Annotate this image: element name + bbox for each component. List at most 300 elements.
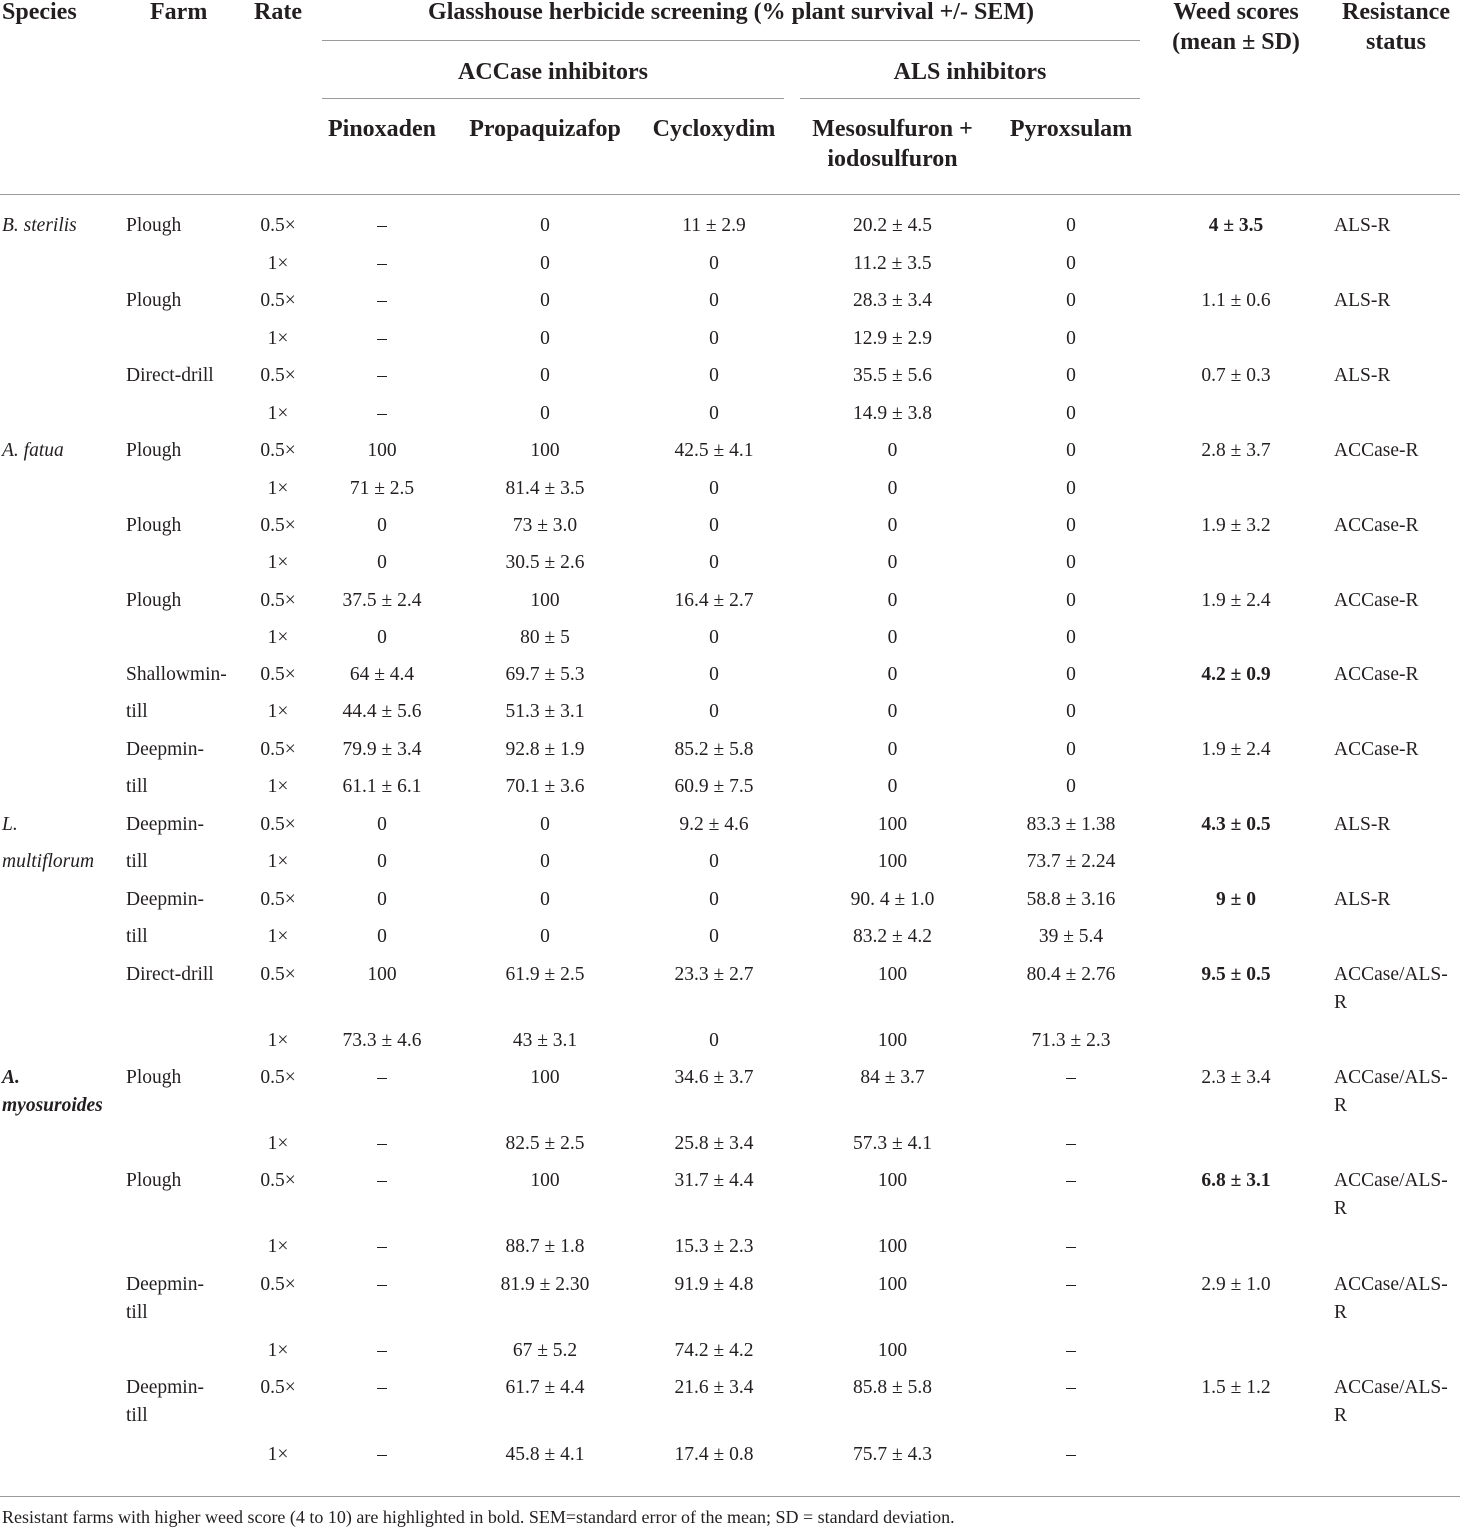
- cell-rate: [238, 961, 318, 989]
- cell-species-text: multiflorum: [2, 851, 95, 872]
- cell-rate: [238, 736, 318, 764]
- cell-status-text: ALS-R: [1334, 814, 1391, 835]
- cell-status: [1334, 736, 1460, 764]
- cell-meso-text: 0: [887, 701, 898, 722]
- cell-pin: [312, 325, 452, 353]
- cell-pro: [455, 1233, 635, 1261]
- cell-pyr: [996, 1027, 1146, 1055]
- cell-cyc-text: 0: [709, 403, 719, 424]
- cell-rate: [238, 661, 318, 689]
- cell-pyr-text: 0: [1066, 627, 1076, 648]
- cell-farm: [126, 1064, 246, 1092]
- cell-pro: [455, 475, 635, 503]
- cell-farm: [126, 961, 246, 989]
- cell-pyr: [996, 1337, 1146, 1365]
- cell-farm-text: Deepmin-: [126, 814, 204, 835]
- cell-meso: [795, 661, 990, 689]
- cell-species-text: B. sterilis: [2, 215, 77, 236]
- cell-pin: [312, 1167, 452, 1195]
- cell-weed: [1148, 212, 1324, 240]
- cell-rate-text: 0.5×: [260, 515, 296, 536]
- cell-meso: [795, 736, 990, 764]
- cell-pin-text: 64 ± 4.4: [349, 664, 415, 685]
- cell-rate: [238, 587, 318, 615]
- cell-pro: [455, 698, 635, 726]
- cell-pin: [312, 1271, 452, 1299]
- cell-meso-text: 100: [877, 814, 908, 835]
- cell-cyc-text: 0: [709, 253, 719, 274]
- cell-species: [2, 1064, 122, 1120]
- cell-farm: [126, 811, 246, 839]
- cell-cyc-text: 85.2 ± 5.8: [674, 739, 754, 760]
- cell-cyc-text: 25.8 ± 3.4: [674, 1133, 754, 1154]
- cell-cyc: [640, 698, 788, 726]
- cell-pro-text: 81.9 ± 2.30: [500, 1274, 590, 1295]
- cell-status: [1334, 1374, 1460, 1430]
- cell-farm-text: Plough: [126, 515, 182, 536]
- cell-rate-text: 0.5×: [260, 814, 296, 835]
- cell-cyc: [640, 1064, 788, 1092]
- header-cycloxydim: Cycloxydim: [652, 116, 776, 142]
- cell-cyc: [640, 661, 788, 689]
- cell-rate-text: 0.5×: [260, 440, 296, 461]
- cell-status: [1334, 437, 1460, 465]
- cell-pyr: [996, 549, 1146, 577]
- cell-meso-text: 0: [887, 664, 898, 685]
- cell-pyr: [996, 325, 1146, 353]
- cell-pin-text: –: [377, 1170, 387, 1191]
- cell-pin: [312, 1233, 452, 1261]
- cell-farm: [126, 773, 246, 801]
- cell-cyc: [640, 400, 788, 428]
- cell-pyr: [996, 1374, 1146, 1402]
- cell-pin: [312, 549, 452, 577]
- cell-pro: [455, 1441, 635, 1469]
- cell-pyr-text: 0: [1066, 365, 1076, 386]
- header-weed-line2: (mean ± SD): [1172, 29, 1300, 55]
- cell-pro: [455, 512, 635, 540]
- cell-cyc-text: 0: [709, 328, 719, 349]
- cell-pyr: [996, 698, 1146, 726]
- cell-pin: [312, 287, 452, 315]
- cell-pyr: [996, 1064, 1146, 1092]
- cell-farm: [126, 287, 246, 315]
- cell-pyr-text: 0: [1066, 739, 1076, 760]
- cell-cyc-text: 91.9 ± 4.8: [674, 1274, 754, 1295]
- cell-status-text: ACCase-R: [1334, 440, 1419, 461]
- cell-weed: [1148, 661, 1324, 689]
- cell-pin: [312, 437, 452, 465]
- cell-status-text: ACCase-R: [1334, 590, 1419, 611]
- cell-pro-text: 88.7 ± 1.8: [505, 1236, 585, 1257]
- cell-rate: [238, 1441, 318, 1469]
- cell-cyc-text: 0: [709, 701, 719, 722]
- cell-pin: [312, 512, 452, 540]
- cell-status: [1334, 886, 1460, 914]
- cell-status-text-line2: R: [1334, 1405, 1348, 1426]
- cell-cyc-text: 0: [709, 365, 719, 386]
- cell-cyc-text: 34.6 ± 3.7: [674, 1067, 754, 1088]
- cell-cyc: [640, 1027, 788, 1055]
- cell-weed-text: 9.5 ± 0.5: [1201, 964, 1271, 985]
- cell-rate: [238, 886, 318, 914]
- cell-rate: [238, 773, 318, 801]
- cell-pro-text: 100: [530, 1067, 560, 1088]
- cell-pin: [312, 1064, 452, 1092]
- cell-pro: [455, 1167, 635, 1195]
- cell-meso: [795, 1337, 990, 1365]
- cell-pro: [455, 811, 635, 839]
- cell-pro: [455, 212, 635, 240]
- cell-cyc-text: 9.2 ± 4.6: [679, 814, 749, 835]
- cell-meso-text: 12.9 ± 2.9: [853, 328, 932, 349]
- cell-farm-text: Deepmin-: [126, 889, 204, 910]
- cell-pin-text: –: [377, 365, 387, 386]
- cell-pro-text: 0: [540, 851, 550, 872]
- cell-meso-text: 0: [887, 627, 898, 648]
- cell-status-text: ALS-R: [1334, 365, 1391, 386]
- cell-pyr-text: –: [1066, 1170, 1076, 1191]
- cell-farm-text: till: [126, 776, 148, 797]
- cell-pyr-text: 73.7 ± 2.24: [1026, 851, 1116, 872]
- header-pinoxaden: Pinoxaden: [327, 116, 437, 142]
- cell-meso: [795, 437, 990, 465]
- cell-pyr-text: 71.3 ± 2.3: [1031, 1030, 1111, 1051]
- cell-farm: [126, 736, 246, 764]
- cell-pro-text: 0: [540, 814, 550, 835]
- cell-farm-text: Plough: [126, 290, 182, 311]
- cell-farm-text: Plough: [126, 1170, 182, 1191]
- cell-pin-text: 0: [377, 926, 387, 947]
- cell-pro: [455, 287, 635, 315]
- cell-pin-text: 73.3 ± 4.6: [342, 1030, 422, 1051]
- cell-pro-text: 0: [540, 926, 550, 947]
- cell-status-text: ACCase-R: [1334, 739, 1419, 760]
- cell-pin: [312, 212, 452, 240]
- cell-farm: [126, 1271, 246, 1327]
- cell-meso: [795, 811, 990, 839]
- cell-rate: [238, 287, 318, 315]
- cell-pyr: [996, 661, 1146, 689]
- cell-farm-text: Direct-drill: [126, 964, 214, 985]
- cell-rate: [238, 549, 318, 577]
- cell-pyr-text: –: [1066, 1067, 1076, 1088]
- cell-pro-text: 100: [530, 1170, 560, 1191]
- cell-rate: [238, 1167, 318, 1195]
- cell-pin: [312, 811, 452, 839]
- cell-farm: [126, 661, 246, 689]
- cell-pro-text: 73 ± 3.0: [512, 515, 578, 536]
- header-weed-line1: Weed scores: [1173, 0, 1299, 25]
- cell-pin: [312, 886, 452, 914]
- cell-farm-text: till: [126, 701, 148, 722]
- cell-pin: [312, 736, 452, 764]
- cell-pro-text: 92.8 ± 1.9: [505, 739, 585, 760]
- cell-pin: [312, 1374, 452, 1402]
- cell-meso-text: 14.9 ± 3.8: [853, 403, 932, 424]
- cell-pro: [455, 325, 635, 353]
- cell-pro-text: 69.7 ± 5.3: [505, 664, 585, 685]
- cell-pyr-text: –: [1066, 1377, 1076, 1398]
- cell-weed-text: 1.9 ± 3.2: [1201, 515, 1271, 536]
- cell-pin: [312, 961, 452, 989]
- cell-pyr: [996, 212, 1146, 240]
- cell-pyr-text: 0: [1066, 328, 1076, 349]
- cell-status-text-line2: R: [1334, 1302, 1348, 1323]
- cell-status-text-line2: R: [1334, 992, 1348, 1013]
- cell-pin: [312, 475, 452, 503]
- cell-cyc-text: 16.4 ± 2.7: [674, 590, 754, 611]
- cell-weed: [1148, 1374, 1324, 1402]
- cell-status-text: ACCase/ALS-: [1334, 1067, 1448, 1088]
- cell-status-text: ACCase/ALS-: [1334, 964, 1448, 985]
- cell-meso-text: 57.3 ± 4.1: [853, 1133, 932, 1154]
- cell-pin-text: 100: [367, 440, 397, 461]
- cell-meso: [795, 1027, 990, 1055]
- cell-rate: [238, 1130, 318, 1158]
- cell-status-text: ACCase-R: [1334, 664, 1419, 685]
- cell-weed: [1148, 437, 1324, 465]
- cell-pro: [455, 587, 635, 615]
- cell-pro-text: 0: [540, 403, 550, 424]
- cell-pyr: [996, 437, 1146, 465]
- cell-cyc-text: 23.3 ± 2.7: [674, 964, 754, 985]
- cell-rate: [238, 923, 318, 951]
- cell-pyr: [996, 1441, 1146, 1469]
- cell-status-text-line2: R: [1334, 1095, 1348, 1116]
- cell-pyr: [996, 362, 1146, 390]
- cell-pro-text: 82.5 ± 2.5: [505, 1133, 585, 1154]
- cell-pro: [455, 1027, 635, 1055]
- cell-rate: [238, 1337, 318, 1365]
- cell-cyc: [640, 1441, 788, 1469]
- cell-pyr: [996, 587, 1146, 615]
- header-accase: ACCase inhibitors: [457, 59, 649, 85]
- cell-cyc-text: 0: [709, 664, 719, 685]
- header-meso-line1: Mesosulfuron +: [812, 116, 973, 142]
- cell-meso-text: 20.2 ± 4.5: [853, 215, 932, 236]
- cell-status-text-line2: R: [1334, 1198, 1348, 1219]
- cell-pro-text: 0: [540, 253, 550, 274]
- cell-pin-text: 37.5 ± 2.4: [342, 590, 422, 611]
- cell-pro: [455, 661, 635, 689]
- cell-pyr-text: 0: [1066, 478, 1076, 499]
- cell-meso: [795, 923, 990, 951]
- cell-rate-text: 1×: [267, 627, 289, 648]
- cell-farm: [126, 1167, 246, 1195]
- cell-farm-text: Direct-drill: [126, 365, 214, 386]
- cell-pyr: [996, 475, 1146, 503]
- cell-meso-text: 28.3 ± 3.4: [853, 290, 932, 311]
- cell-weed: [1148, 961, 1324, 989]
- cell-cyc: [640, 1374, 788, 1402]
- cell-meso-text: 100: [877, 964, 908, 985]
- cell-pin-text: –: [377, 215, 387, 236]
- cell-status: [1334, 362, 1460, 390]
- cell-pyr: [996, 250, 1146, 278]
- cell-rate: [238, 1271, 318, 1299]
- cell-cyc-text: 15.3 ± 2.3: [674, 1236, 754, 1257]
- cell-weed: [1148, 512, 1324, 540]
- cell-rate: [238, 1064, 318, 1092]
- cell-pro-text: 0: [540, 328, 550, 349]
- cell-pin: [312, 587, 452, 615]
- cell-rate: [238, 362, 318, 390]
- cell-meso: [795, 1064, 990, 1092]
- cell-farm: [126, 587, 246, 615]
- cell-pyr: [996, 848, 1146, 876]
- cell-pyr-text: 0: [1066, 253, 1076, 274]
- cell-rate-text: 0.5×: [260, 1067, 296, 1088]
- cell-pro: [455, 362, 635, 390]
- cell-status-text: ACCase/ALS-: [1334, 1377, 1448, 1398]
- cell-weed-text: 9 ± 0: [1216, 889, 1256, 910]
- cell-pro-text: 0: [540, 215, 550, 236]
- cell-farm: [126, 362, 246, 390]
- cell-status-text: ACCase-R: [1334, 515, 1419, 536]
- cell-pin-text: –: [377, 328, 387, 349]
- cell-meso: [795, 512, 990, 540]
- cell-pyr-text: 80.4 ± 2.76: [1026, 964, 1116, 985]
- cell-cyc: [640, 1130, 788, 1158]
- cell-cyc-text: 0: [709, 889, 719, 910]
- cell-cyc: [640, 325, 788, 353]
- cell-pyr: [996, 287, 1146, 315]
- cell-cyc-text: 0: [709, 478, 719, 499]
- cell-cyc-text: 0: [709, 926, 719, 947]
- cell-rate-text: 0.5×: [260, 365, 296, 386]
- cell-farm-text-line2: till: [126, 1302, 148, 1323]
- cell-pyr-text: 0: [1066, 776, 1076, 797]
- cell-meso: [795, 1233, 990, 1261]
- cell-rate: [238, 1233, 318, 1261]
- cell-pyr: [996, 811, 1146, 839]
- cell-weed-text: 2.3 ± 3.4: [1201, 1067, 1271, 1088]
- cell-cyc: [640, 587, 788, 615]
- cell-pro: [455, 1337, 635, 1365]
- cell-meso: [795, 400, 990, 428]
- cell-rate-text: 1×: [267, 328, 289, 349]
- cell-farm: [126, 923, 246, 951]
- cell-meso-text: 0: [887, 776, 898, 797]
- header-rate: Rate: [254, 0, 302, 25]
- cell-rate-text: 0.5×: [260, 964, 296, 985]
- cell-meso: [795, 287, 990, 315]
- cell-cyc-text: 17.4 ± 0.8: [674, 1444, 754, 1465]
- cell-rate: [238, 212, 318, 240]
- cell-weed: [1148, 811, 1324, 839]
- cell-pyr: [996, 886, 1146, 914]
- cell-pro-text: 100: [530, 590, 560, 611]
- cell-pyr-text: 0: [1066, 440, 1076, 461]
- cell-rate-text: 0.5×: [260, 215, 296, 236]
- cell-rate: [238, 698, 318, 726]
- cell-pro-text: 51.3 ± 3.1: [505, 701, 585, 722]
- cell-farm: [126, 848, 246, 876]
- cell-meso: [795, 773, 990, 801]
- cell-meso: [795, 325, 990, 353]
- cell-weed: [1148, 587, 1324, 615]
- cell-rate-text: 0.5×: [260, 1377, 296, 1398]
- cell-meso-text: 100: [877, 1170, 908, 1191]
- cell-pyr: [996, 736, 1146, 764]
- cell-farm-text: till: [126, 926, 148, 947]
- cell-pin-text: –: [377, 1236, 387, 1257]
- cell-farm-text-line2: till: [126, 1405, 148, 1426]
- cell-rate: [238, 624, 318, 652]
- cell-cyc-text: 0: [709, 627, 719, 648]
- cell-weed-text: 2.9 ± 1.0: [1201, 1274, 1271, 1295]
- cell-pro-text: 0: [540, 365, 550, 386]
- cell-pin-text: –: [377, 290, 387, 311]
- cell-farm-text: Plough: [126, 590, 182, 611]
- cell-meso-text: 100: [877, 1340, 908, 1361]
- cell-pyr-text: –: [1066, 1274, 1076, 1295]
- cell-pro-text: 67 ± 5.2: [512, 1340, 578, 1361]
- cell-species-text: L.: [2, 814, 18, 835]
- header-farm: Farm: [150, 0, 208, 25]
- cell-meso: [795, 1130, 990, 1158]
- cell-cyc: [640, 923, 788, 951]
- cell-pyr: [996, 1271, 1146, 1299]
- cell-meso: [795, 250, 990, 278]
- cell-rate: [238, 437, 318, 465]
- cell-rate-text: 1×: [267, 1340, 289, 1361]
- header-meso-line2: iodosulfuron: [827, 146, 958, 172]
- header-screening: Glasshouse herbicide screening (% plant survival +/- SEM): [428, 0, 1034, 25]
- cell-status: [1334, 212, 1460, 240]
- cell-rate-text: 0.5×: [260, 664, 296, 685]
- cell-pin-text: –: [377, 1067, 387, 1088]
- cell-pin-text: 100: [367, 964, 397, 985]
- cell-status: [1334, 1271, 1460, 1327]
- cell-farm: [126, 1374, 246, 1430]
- cell-meso-text: 100: [877, 851, 908, 872]
- cell-cyc: [640, 1233, 788, 1261]
- cell-pyr-text: 0: [1066, 403, 1076, 424]
- header-species: Species: [2, 0, 77, 25]
- cell-meso-text: 100: [877, 1274, 908, 1295]
- cell-pro-text: 0: [540, 290, 550, 311]
- cell-pro-text: 0: [540, 889, 550, 910]
- cell-pro: [455, 1374, 635, 1402]
- cell-species: [2, 811, 122, 839]
- cell-weed-text: 2.8 ± 3.7: [1201, 440, 1271, 461]
- cell-cyc-text: 0: [709, 515, 719, 536]
- cell-rate-text: 1×: [267, 851, 289, 872]
- cell-rate: [238, 1374, 318, 1402]
- cell-rate: [238, 512, 318, 540]
- cell-pyr-text: 83.3 ± 1.38: [1026, 814, 1116, 835]
- cell-pyr-text: 0: [1066, 590, 1076, 611]
- cell-cyc-text: 0: [709, 851, 719, 872]
- cell-meso: [795, 549, 990, 577]
- cell-rate: [238, 475, 318, 503]
- cell-pyr-text: –: [1066, 1133, 1076, 1154]
- cell-pro: [455, 549, 635, 577]
- cell-pyr: [996, 961, 1146, 989]
- cell-cyc: [640, 549, 788, 577]
- cell-pyr-text: –: [1066, 1444, 1076, 1465]
- cell-cyc: [640, 250, 788, 278]
- cell-meso: [795, 698, 990, 726]
- cell-meso-text: 83.2 ± 4.2: [853, 926, 932, 947]
- cell-pin: [312, 1337, 452, 1365]
- footnote: Resistant farms with higher weed score (4 to 10) are highlighted in bold. SEM=standard error of the mean; SD = standard deviation.: [2, 1507, 955, 1527]
- cell-rate: [238, 400, 318, 428]
- cell-meso: [795, 212, 990, 240]
- cell-pin-text: 71 ± 2.5: [349, 478, 415, 499]
